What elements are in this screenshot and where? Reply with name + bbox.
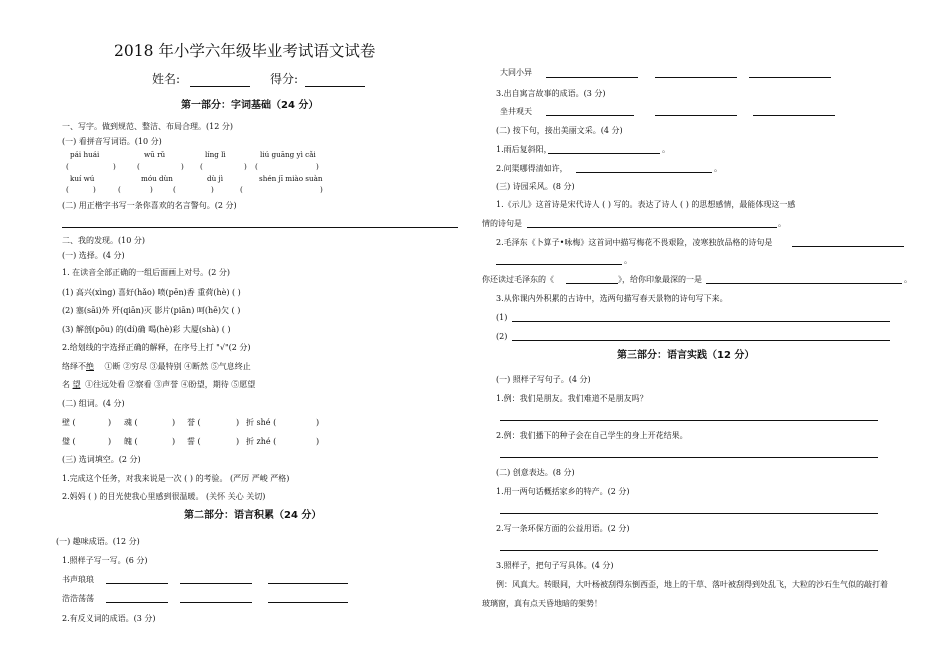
q1-heading: 一、写字。做到规范、整洁、布局合理。(12 分) [62, 122, 233, 131]
pinyin: líng lì [205, 150, 226, 159]
paren[interactable]: ( [66, 185, 69, 194]
punct: 。 [714, 164, 722, 173]
motto-writing-line[interactable] [62, 227, 458, 228]
example-idiom-2: 浩浩荡荡 [62, 594, 94, 603]
zu-char: 璧 ( [62, 437, 76, 446]
fill-blank-1[interactable]: 1.完成这个任务，对我来说是一次 ( ) 的考验。 (严厉 严峻 严格) [62, 474, 290, 483]
answer-line[interactable] [512, 321, 890, 322]
answer-line[interactable] [655, 77, 737, 78]
paren[interactable]: ) [93, 185, 96, 194]
punct: 。 [624, 256, 632, 265]
answer-line[interactable] [706, 283, 902, 284]
answer-line[interactable] [546, 77, 638, 78]
creative-question-1: 1.用一两句话概括家乡的特产。(2 分) [496, 487, 630, 496]
creative-question-2: 2.写一条环保方面的公益用语。(2 分) [496, 524, 630, 533]
part1-heading: 第一部分：字词基础（24 分） [181, 100, 319, 111]
r-creative-heading: (二) 创意表达。(8 分) [496, 468, 575, 477]
example-paragraph-line2: 玻璃窗，真有点天昏地暗的架势！ [482, 599, 602, 608]
q1a-heading: (一) 看拼音写词语。(10 分) [62, 137, 162, 146]
answer-line[interactable] [500, 420, 878, 421]
meaning-row-a [62, 362, 251, 372]
zu-char: 折 shé ( [246, 418, 277, 427]
answer-line[interactable] [180, 583, 252, 584]
zu-char: 誉 ( [187, 418, 201, 427]
fill-blank-2[interactable]: 2.妈妈 ( ) 的目光使我心里感到很温暖。 (关怀 关心 关切) [62, 492, 266, 501]
answer-line[interactable] [576, 172, 712, 173]
paren[interactable]: ( [118, 185, 121, 194]
zu-paren[interactable]: ) [108, 437, 112, 446]
meaning-options[interactable]: ①断 ②穷尽 ③最特别 ④断然 ⑤气息终止 [104, 362, 251, 371]
answer-line[interactable] [655, 115, 737, 116]
answer-line[interactable] [546, 115, 634, 116]
punct: 。 [904, 275, 912, 284]
paren[interactable]: ( [137, 162, 140, 171]
score-label: 得分: [270, 72, 299, 86]
maozedong-question-b: 》，给你印象最深的一是 [618, 275, 702, 284]
shier-question-cont: 情的诗句是 [482, 219, 522, 228]
score-field[interactable] [305, 86, 365, 87]
paren[interactable]: ( [200, 162, 203, 171]
spring-poem-2-label: (2) [496, 332, 508, 341]
q1b-heading: (二) 用正楷字书写一条你喜欢的名言警句。(2 分) [62, 201, 237, 210]
pinyin: dù jì [207, 174, 224, 183]
underlined-char: 绝 [86, 362, 94, 371]
zu-paren[interactable]: ) [236, 437, 240, 446]
poem-line-1: 1.雨后复斜阳， [496, 145, 552, 154]
sentence-example-2: 2.例：我们播下的种子会在自己学生的身上开花结果。 [496, 431, 688, 440]
answer-line[interactable] [500, 457, 878, 458]
answer-line[interactable] [106, 602, 168, 603]
zu-paren[interactable]: ) [108, 418, 112, 427]
answer-line[interactable] [268, 583, 348, 584]
punct: 。 [662, 145, 670, 154]
yongmei-question: 2.毛泽东《卜算子•咏梅》这首词中描写梅花不畏艰险，凌寒独放品格的诗句是 [496, 238, 773, 247]
paren[interactable]: ) [150, 185, 153, 194]
example-paragraph-line1: 例：风真大。转眼间，大叶杨被刮得东倒西歪，地上的干草、落叶被刮得到处乱飞，大粒的沙石生气似的敲打着 [496, 580, 888, 589]
idiom-zuojingguantian: 坐井观天 [500, 107, 532, 116]
answer-line[interactable] [500, 513, 878, 514]
poem-line-2: 2.问渠哪得清如许， [496, 164, 568, 173]
pinyin: pái huái [70, 150, 100, 159]
zu-char: 誓 ( [187, 437, 201, 446]
creative-question-3: 3.照样子，把句子写具体。(4 分) [496, 561, 614, 570]
p2q1b-heading: 2.有反义词的成语。(3 分) [62, 614, 156, 623]
answer-line[interactable] [268, 602, 348, 603]
pinyin: shén jī miào suàn [259, 174, 323, 183]
zu-paren[interactable]: ) [172, 437, 176, 446]
name-label: 姓名: [152, 72, 181, 86]
paren[interactable]: ) [244, 162, 247, 171]
pinyin-option-1[interactable]: (1) 高兴(xìng) 喜好(hǎo) 喷(pēn)香 重荷(hè) ( ) [62, 288, 241, 297]
spring-poem-1-label: (1) [496, 313, 508, 322]
shier-question[interactable]: 1.《示儿》这首诗是宋代诗人 ( ) 写的。表达了诗人 ( ) 的思想感情，最能体现这一感 [496, 200, 796, 209]
part2-heading: 第二部分：语言积累（24 分） [184, 510, 322, 521]
paren[interactable]: ( [66, 162, 69, 171]
pinyin: móu dùn [141, 174, 173, 183]
answer-line[interactable] [500, 550, 878, 551]
q2a-heading: (一) 选择。(4 分) [62, 251, 125, 260]
r-sentence-heading: (一) 照样子写句子。(4 分) [496, 375, 591, 384]
underlined-char: 望 [72, 380, 81, 389]
sentence-example-1: 1.例：我们是朋友。我们难道不是朋友吗？ [496, 394, 648, 403]
name-field[interactable] [190, 86, 250, 87]
idiom-datongxiaoyi: 大同小异 [500, 68, 532, 77]
q2b-heading: (二) 组词。(4 分) [62, 399, 125, 408]
word-prefix: 名 [62, 380, 73, 389]
answer-line[interactable] [180, 602, 252, 603]
q2c-heading: (三) 选词填空。(2 分) [62, 455, 141, 464]
r-q3-heading: 3.出自寓言故事的成语。(3 分) [496, 89, 606, 98]
zu-char: 壁 ( [62, 418, 76, 427]
q2a2-text: 2.给划线的字选择正确的解释，在序号上打 "√"(2 分) [62, 343, 251, 352]
meaning-row-b [62, 380, 255, 390]
answer-line[interactable] [512, 340, 890, 341]
zu-paren[interactable]: ) [316, 418, 320, 427]
p2q1-heading: (一) 趣味成语。(12 分) [56, 537, 140, 546]
pinyin: kuí wú [70, 174, 95, 183]
pinyin-option-2[interactable]: (2) 塞(sāi)外 歼(qiān)灭 影片(piān) 呵(hē)欠 ( ) [62, 306, 241, 315]
zu-char: 折 zhé ( [246, 437, 277, 446]
answer-line[interactable] [566, 283, 618, 284]
example-idiom-1: 书声琅琅 [62, 575, 94, 584]
pinyin: liú guāng yì cǎi [260, 150, 316, 159]
answer-line[interactable] [496, 264, 622, 265]
r-poem-heading: (二) 按下句，接出美丽文采。(4 分) [496, 126, 623, 135]
paren[interactable]: ( [255, 162, 258, 171]
zu-paren[interactable]: ) [172, 418, 176, 427]
paren[interactable]: ( [173, 185, 176, 194]
word-prefix: 络绎不 [62, 362, 86, 371]
paren[interactable]: ) [316, 162, 319, 171]
zu-paren[interactable]: ) [316, 437, 320, 446]
exam-title: 2018 年小学六年级毕业考试语文试卷 [114, 42, 376, 60]
pinyin-option-3[interactable]: (3) 解剖(pōu) 的(dí)确 喝(hè)彩 大厦(shà) ( ) [62, 325, 231, 334]
answer-line[interactable] [749, 77, 831, 78]
answer-line[interactable] [753, 115, 835, 116]
q2a1-text: 1. 在读音全部正确的一组后面画上对号。(2 分) [62, 268, 231, 277]
paren[interactable]: ) [211, 185, 214, 194]
answer-line[interactable] [527, 227, 777, 228]
q2-heading: 二、我的发现。(10 分) [62, 236, 145, 245]
paren[interactable]: ( [240, 185, 243, 194]
p2q1a-heading: 1.照样子写一写。(6 分) [62, 556, 148, 565]
paren[interactable]: ) [181, 162, 184, 171]
punct: 。 [778, 219, 786, 228]
r-poetry-heading: (三) 诗园采风。(8 分) [496, 182, 575, 191]
answer-line[interactable] [792, 246, 904, 247]
spring-poem-question: 3.从你课内外积累的古诗中，选两句描写春天景物的诗句写下来。 [496, 294, 728, 303]
paren[interactable]: ) [320, 185, 323, 194]
answer-line[interactable] [548, 153, 660, 154]
pinyin: wū rǔ [144, 150, 166, 159]
zu-char: 魂 ( [124, 418, 138, 427]
maozedong-question-a: 你还读过毛泽东的《 [482, 275, 554, 284]
part3-heading: 第三部分：语言实践（12 分） [617, 350, 755, 361]
meaning-options[interactable]: ①往远处看 ②察看 ③声誉 ④盼望，期待 ⑤愿望 [85, 380, 256, 389]
zu-paren[interactable]: ) [236, 418, 240, 427]
paren[interactable]: ) [113, 162, 116, 171]
answer-line[interactable] [106, 583, 168, 584]
zu-char: 魄 ( [124, 437, 138, 446]
